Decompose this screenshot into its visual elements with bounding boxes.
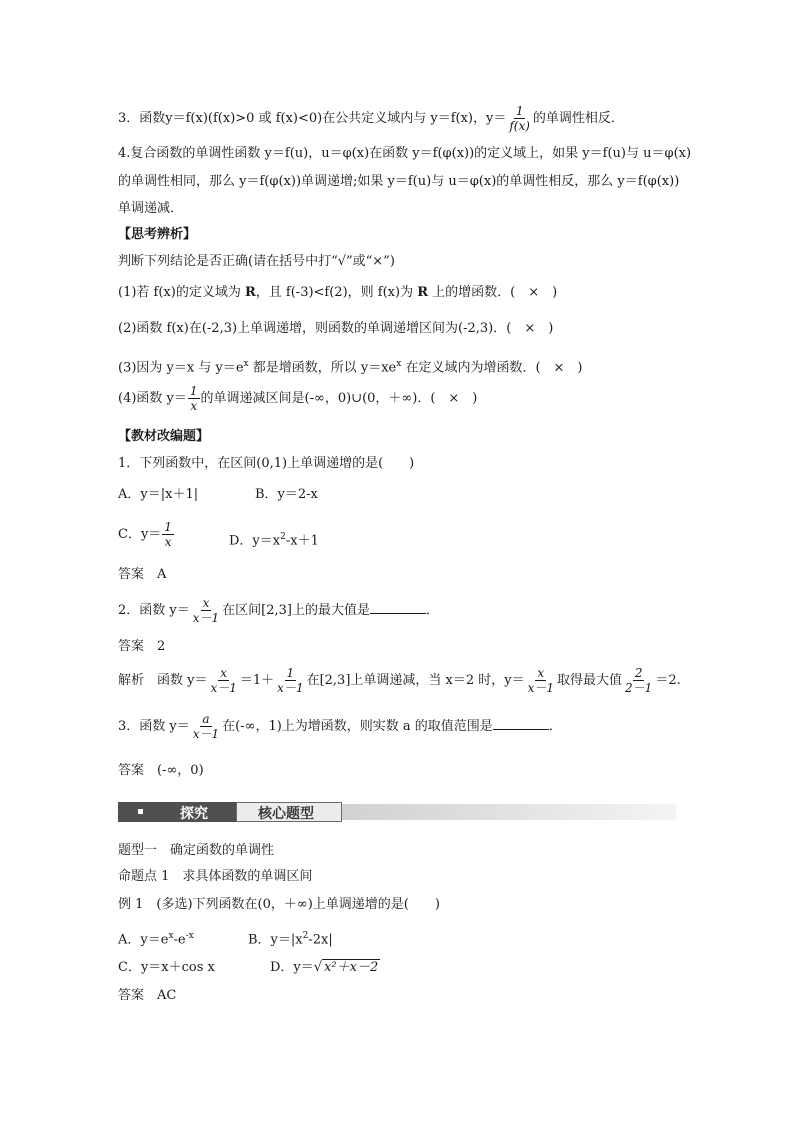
judgement-3: [118, 355, 583, 377]
q2-fraction: [191, 596, 221, 625]
sol2-text-b: ＝1＋: [239, 673, 275, 688]
item4-line3: 单调递减．: [118, 201, 184, 216]
type-1-heading: 题型一 确定函数的单调性: [118, 843, 275, 858]
j4-num: 1: [189, 384, 198, 398]
sol2-den-3: x－1: [527, 681, 555, 695]
q1-option-d: [229, 528, 319, 550]
ex1-a-text-b: -e: [173, 932, 186, 948]
ex1-b-exp: 2: [302, 931, 309, 941]
sol2-text-e: ＝2.: [655, 673, 681, 688]
q3-answer-blank: [493, 716, 549, 730]
q3-num: a: [202, 712, 210, 726]
j4-den: x: [190, 399, 198, 413]
sol2-frac-3: [526, 666, 556, 695]
sqrt-icon: √: [313, 960, 323, 975]
sol2-num-2: 1: [286, 666, 295, 680]
answer-3: 答案 (-∞，0): [118, 763, 204, 778]
think-heading: 【思考辨析】: [118, 227, 197, 242]
item3-frac-num: 1: [515, 104, 524, 118]
j1-text-a: (1)若 f(x)的定义域为: [118, 285, 245, 300]
answer-1: 答案 A: [118, 567, 167, 582]
ex1-a-exp-2: -x: [185, 931, 194, 941]
item4-line1: 4.复合函数的单调性函数 y＝f(u)，u＝φ(x)在函数 y＝f(φ(x))的定义域上，如果 y＝f(u)与 u＝φ(x): [118, 146, 692, 161]
question-2: [118, 596, 439, 625]
q2-text-b: 在区间[2,3]上的最大值是: [222, 603, 370, 618]
question-1: 1．下列函数中，在区间(0,1)上单调递增的是( ): [118, 456, 415, 471]
q1-c-fraction: [162, 520, 174, 549]
j3-text-b: 都是增函数，所以 y＝xe: [248, 360, 397, 376]
answer-2: 答案 2: [118, 639, 166, 654]
ex1-option-a: [118, 927, 194, 949]
j1-real-set: R: [244, 285, 256, 300]
q2-text-a: 2．函数 y＝: [118, 603, 190, 618]
banner-title-left: 探究: [180, 806, 208, 822]
example-1: 例 1 (多选)下列函数在(0，＋∞)上单调递增的是( ): [118, 897, 440, 912]
q1-c-den: x: [164, 535, 172, 549]
sol2-num-3: x: [537, 666, 545, 680]
judgement-1: [118, 284, 557, 302]
j4-text-b: 的单调递减区间是(-∞，0)∪(0，＋∞)．( × ): [200, 391, 478, 406]
ex1-d-radicand: x²＋x－2: [324, 960, 379, 975]
q3-fraction: [191, 712, 221, 741]
banner-square-icon: [138, 809, 143, 814]
j3-text-a: (3)因为 y＝x 与 y＝e: [118, 360, 244, 376]
j3-text-c: 在定义域内为增函数．( × ): [401, 360, 583, 376]
q1-c-text: C．y＝: [118, 527, 162, 542]
j3-exp-2: x: [396, 359, 402, 369]
banner-dark-block: [118, 802, 236, 822]
sol2-frac-1: [208, 666, 238, 695]
point-1-heading: 命题点 1 求具体函数的单调区间: [118, 869, 313, 884]
solution-2: [118, 666, 681, 695]
sol2-den-4: 2－1: [625, 681, 653, 695]
q3-den: x－1: [192, 727, 220, 741]
sol2-den-1: x－1: [210, 681, 237, 695]
q1-d-text-a: D．y＝x: [229, 533, 281, 549]
j4-fraction: [188, 384, 200, 413]
section-banner: [118, 801, 676, 823]
sol2-num-1: x: [220, 666, 228, 680]
ex1-option-b: [248, 927, 333, 949]
item3-prefix: 3．函数: [118, 111, 166, 126]
textbook-heading: 【教材改编题】: [118, 429, 210, 444]
j4-text-a: (4)函数 y＝: [118, 391, 187, 406]
q2-text-c: ．: [425, 603, 439, 618]
j1-real-set-2: R: [417, 285, 429, 300]
j1-text-c: 上的增函数．( × ): [428, 285, 558, 300]
ex1-option-c: C．y＝x＋cos x: [118, 960, 215, 975]
item3-fraction: [507, 104, 532, 133]
q1-option-b: B．y＝2-x: [255, 487, 318, 502]
sol2-text-d: 取得最大值: [557, 673, 623, 688]
q3-text-a: 3．函数 y＝: [118, 719, 190, 734]
q2-answer-blank: [370, 600, 426, 614]
sol2-num-4: 2: [634, 666, 643, 680]
sol2-frac-2: [275, 666, 305, 695]
sol2-den-2: x－1: [277, 681, 304, 695]
item3-suffix: 的单调性相反．: [532, 111, 624, 126]
item3-line: [118, 104, 624, 133]
item3-frac-den: f(x): [509, 119, 530, 133]
q1-d-text-b: -x＋1: [285, 533, 319, 549]
sol2-text-c: 在[2,3]上单调递减，当 x＝2 时，y＝: [306, 673, 525, 688]
judgement-4: [118, 384, 477, 413]
q1-option-c: [118, 520, 175, 549]
answer-ex1: 答案 AC: [118, 988, 177, 1003]
think-intro: 判断下列结论是否正确(请在括号中打“√”或“×”): [118, 254, 395, 269]
judgement-2: (2)函数 f(x)在(-2,3)上单调递增，则函数的单调递增区间为(-2,3)．( × ): [118, 321, 554, 336]
j3-exp: x: [243, 359, 249, 369]
question-3: [118, 712, 562, 741]
q3-text-c: ．: [548, 719, 562, 734]
ex1-a-exp-1: x: [168, 931, 174, 941]
q1-d-exp: 2: [280, 532, 286, 542]
banner-title-right: 核心题型: [258, 806, 314, 822]
q3-text-b: 在(-∞，1)上为增函数，则实数 a 的取值范围是: [222, 719, 493, 734]
q1-option-a: A．y＝|x＋1|: [118, 487, 199, 502]
ex1-option-d: [270, 959, 380, 977]
item3-text: y＝f(x)(f(x)>0 或 f(x)<0)在公共定义域内与 y＝f(x)，y＝: [165, 111, 507, 126]
q2-den: x－1: [192, 611, 220, 625]
ex1-b-text: B．y＝|x: [248, 932, 303, 948]
sol2-text-a: 解析 函数 y＝: [118, 673, 208, 688]
sol2-frac-4: [623, 666, 654, 695]
ex1-d-text: D．y＝: [270, 960, 314, 975]
item4-line2: 的单调性相同，那么 y＝f(φ(x))单调递增;如果 y＝f(u)与 u＝φ(x)的单调性相反，那么 y＝f(φ(x)): [118, 174, 680, 189]
ex1-b-text-b: -2x|: [308, 932, 333, 948]
q1-c-num: 1: [164, 520, 172, 534]
j1-text-b: ，且 f(-3)<f(2)，则 f(x)为: [255, 285, 418, 300]
ex1-a-text: A．y＝e: [118, 932, 169, 948]
q2-num: x: [202, 596, 210, 610]
